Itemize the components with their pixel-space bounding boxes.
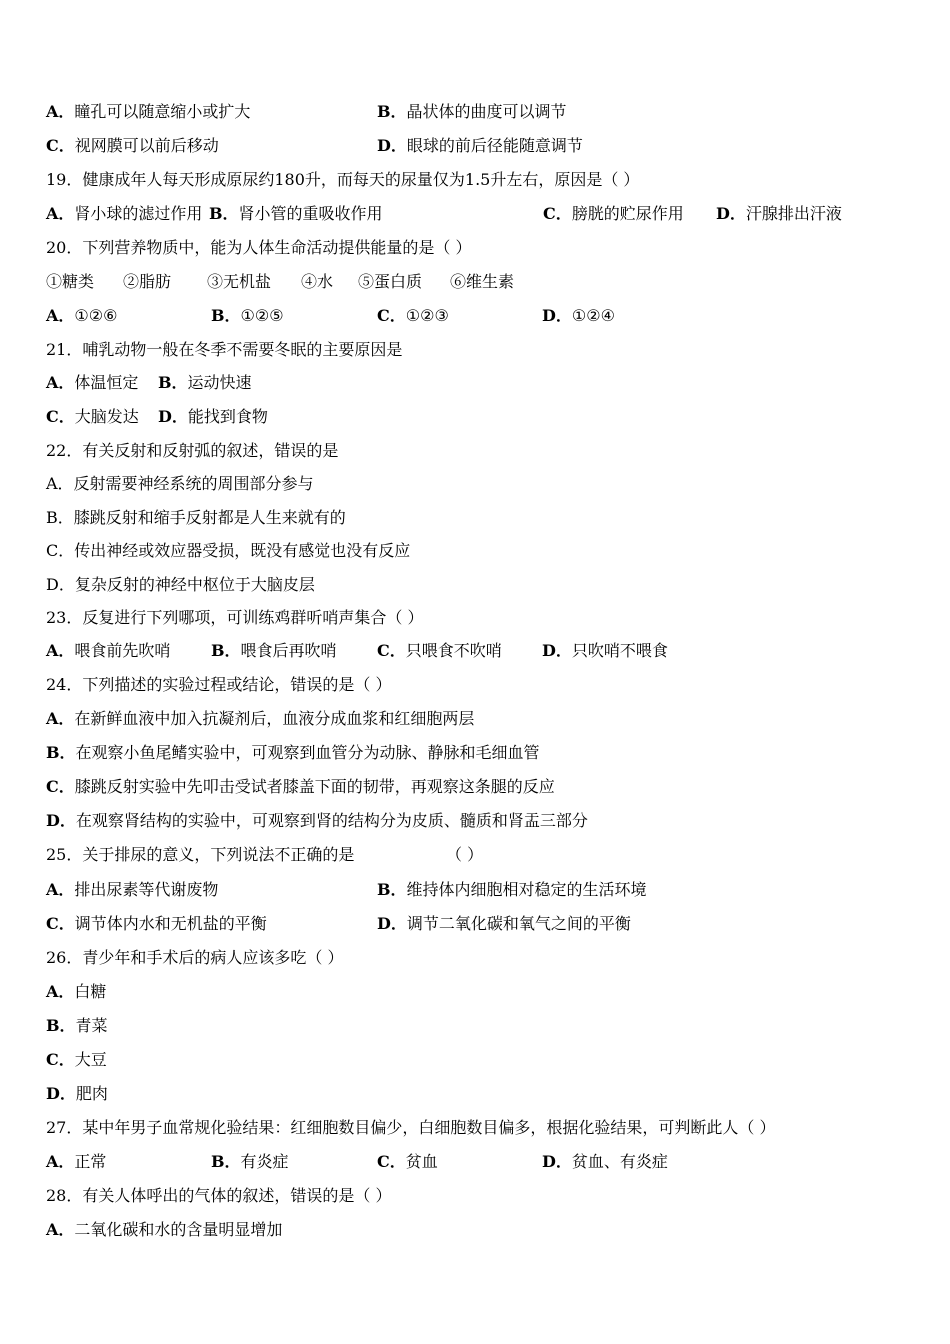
q23-option-d: D．只吹哨不喂食: [542, 641, 668, 660]
q25-option-a: A．排出尿素等代谢废物: [46, 880, 219, 899]
q22-option-c: C．传出神经或效应器受损，既没有感觉也没有反应: [46, 541, 411, 560]
q26-option-a: A．白糖: [46, 982, 107, 1001]
q20-item: ②脂肪: [123, 272, 172, 291]
q18-option-b: B．晶状体的曲度可以调节: [377, 102, 567, 121]
q20-item: ④水: [301, 272, 334, 291]
q21-option-a: A．体温恒定: [46, 373, 139, 392]
q26-option-b: B．青菜: [46, 1016, 108, 1035]
q21-stem: 21．哺乳动物一般在冬季不需要冬眠的主要原因是: [46, 340, 403, 359]
q27-stem: 27．某中年男子血常规化验结果：红细胞数目偏少，白细胞数目偏多，根据化验结果，可判断此人（ ）: [46, 1118, 776, 1137]
q22-option-d: D．复杂反射的神经中枢位于大脑皮层: [46, 575, 315, 594]
q25-answer-paren: （ ）: [446, 845, 484, 864]
q26-option-d: D．肥肉: [46, 1084, 108, 1103]
q25-option-b: B．维持体内细胞相对稳定的生活环境: [377, 880, 647, 899]
q27-option-c: C．贫血: [377, 1152, 438, 1171]
q19-option-b: B．肾小管的重吸收作用: [209, 204, 383, 223]
q21-option-b: B．运动快速: [158, 373, 252, 392]
q23-option-b: B．喂食后再吹哨: [211, 641, 337, 660]
q26-stem: 26．青少年和手术后的病人应该多吃（ ）: [46, 948, 344, 967]
q20-item: ①糖类: [46, 272, 95, 291]
q25-option-c: C．调节体内水和无机盐的平衡: [46, 914, 267, 933]
q20-option-a: A．①②⑥: [46, 306, 118, 325]
q27-option-d: D．贫血、有炎症: [542, 1152, 668, 1171]
q24-option-d: D．在观察肾结构的实验中，可观察到肾的结构分为皮质、髓质和肾盂三部分: [46, 811, 588, 830]
q22-stem: 22．有关反射和反射弧的叙述，错误的是: [46, 441, 339, 460]
q19-stem: 19．健康成年人每天形成原尿约180升，而每天的尿量仅为1.5升左右，原因是（ ）: [46, 170, 640, 189]
q20-option-d: D．①②④: [542, 306, 615, 325]
q20-option-c: C．①②③: [377, 306, 449, 325]
q28-stem: 28．有关人体呼出的气体的叙述，错误的是（ ）: [46, 1186, 392, 1205]
q19-option-a: A．肾小球的滤过作用: [46, 204, 203, 223]
q22-option-a: A．反射需要神经系统的周围部分参与: [46, 474, 314, 493]
q24-option-b: B．在观察小鱼尾鳍实验中，可观察到血管分为动脉、静脉和毛细血管: [46, 743, 540, 762]
q20-option-b: B．①②⑤: [211, 306, 284, 325]
q19-option-c: C．膀胱的贮尿作用: [543, 204, 684, 223]
q20-item: ③无机盐: [207, 272, 272, 291]
q23-stem: 23．反复进行下列哪项，可训练鸡群听哨声集合（ ）: [46, 608, 424, 627]
q18-option-c: C．视网膜可以前后移动: [46, 136, 219, 155]
q21-option-d: D．能找到食物: [158, 407, 268, 426]
q24-stem: 24．下列描述的实验过程或结论，错误的是（ ）: [46, 675, 392, 694]
q24-option-c: C．膝跳反射实验中先叩击受试者膝盖下面的韧带，再观察这条腿的反应: [46, 777, 555, 796]
q28-option-a: A．二氧化碳和水的含量明显增加: [46, 1220, 283, 1239]
q18-option-a: A．瞳孔可以随意缩小或扩大: [46, 102, 251, 121]
q25-option-d: D．调节二氧化碳和氧气之间的平衡: [377, 914, 631, 933]
q20-item: ⑥维生素: [450, 272, 515, 291]
q20-stem: 20．下列营养物质中，能为人体生命活动提供能量的是（ ）: [46, 238, 472, 257]
q19-option-d: D．汗腺排出汗液: [716, 204, 842, 223]
q26-option-c: C．大豆: [46, 1050, 107, 1069]
q22-option-b: B．膝跳反射和缩手反射都是人生来就有的: [46, 508, 346, 527]
q23-option-a: A．喂食前先吹哨: [46, 641, 171, 660]
q27-option-b: B．有炎症: [211, 1152, 289, 1171]
q24-option-a: A．在新鲜血液中加入抗凝剂后，血液分成血浆和红细胞两层: [46, 709, 475, 728]
q25-stem: 25．关于排尿的意义，下列说法不正确的是: [46, 845, 355, 864]
q23-option-c: C．只喂食不吹哨: [377, 641, 502, 660]
q18-option-d: D．眼球的前后径能随意调节: [377, 136, 583, 155]
q20-item: ⑤蛋白质: [358, 272, 423, 291]
q27-option-a: A．正常: [46, 1152, 107, 1171]
q21-option-c: C．大脑发达: [46, 407, 139, 426]
